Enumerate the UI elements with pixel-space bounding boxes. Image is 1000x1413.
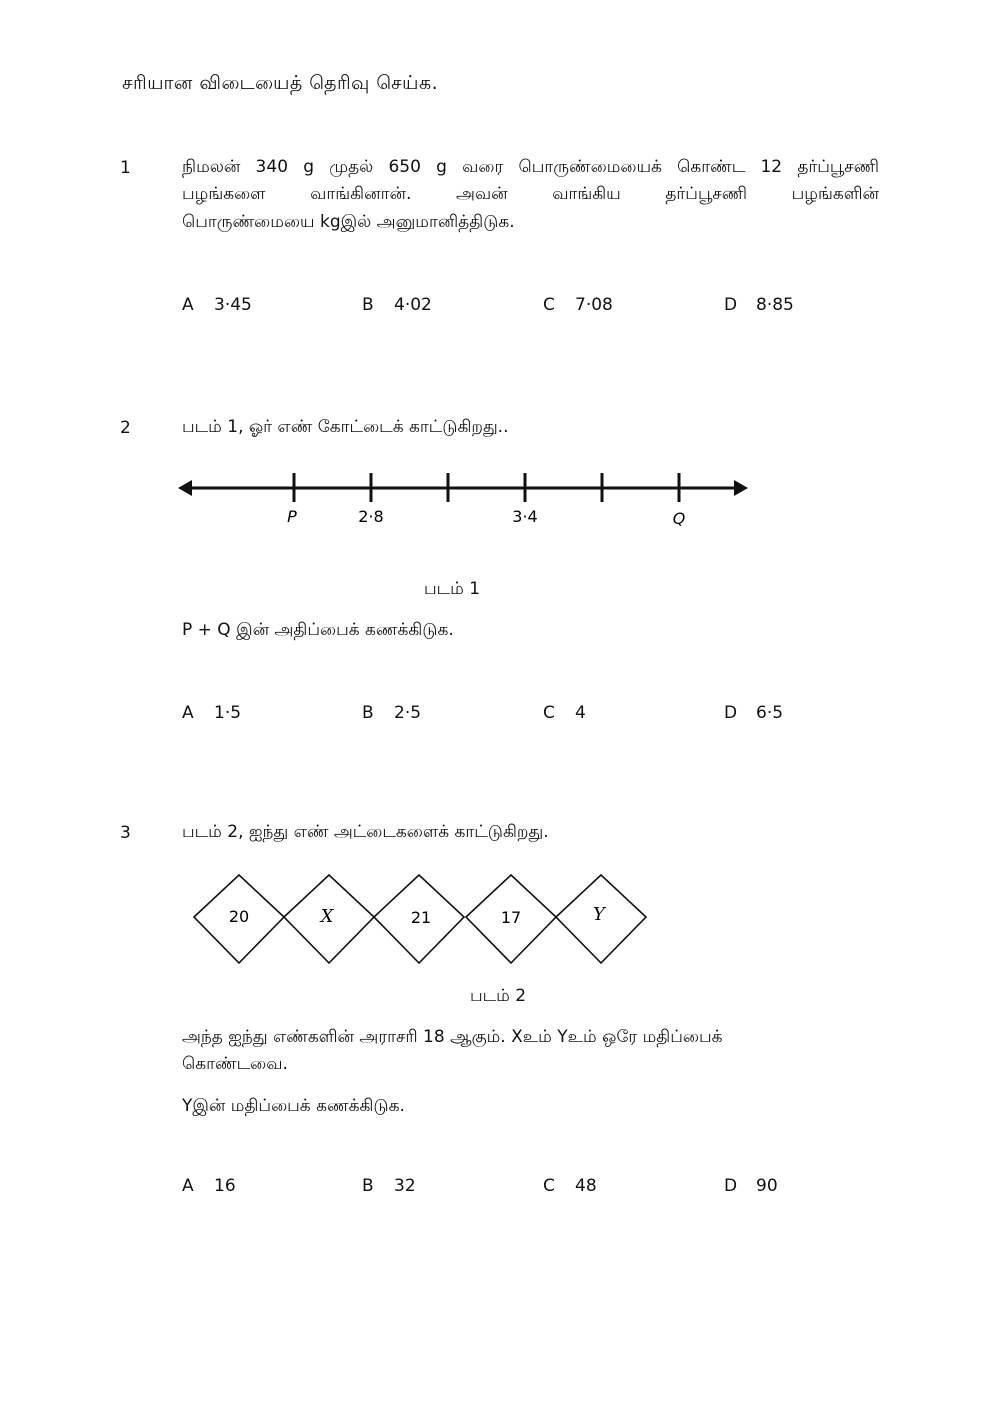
question-1-option-c[interactable]: C 7·08 — [543, 295, 613, 315]
figure-2-caption: படம் 2 — [470, 986, 527, 1006]
question-3-option-a[interactable]: A 16 — [182, 1176, 236, 1196]
question-2-option-c[interactable]: C 4 — [543, 703, 586, 723]
question-2-number: 2 — [120, 418, 131, 438]
question-2-option-a[interactable]: A 1·5 — [182, 703, 242, 723]
question-2-option-b[interactable]: B 2·5 — [362, 703, 422, 723]
question-3-option-c[interactable]: C 48 — [543, 1176, 597, 1196]
card-value-17: 17 — [500, 908, 522, 927]
number-line-left-arrow — [178, 480, 192, 496]
question-1-option-a[interactable]: A 3·45 — [182, 295, 252, 315]
question-3-text-line-2: கொண்டவை. — [182, 1054, 288, 1074]
question-1-option-d[interactable]: D 8·85 — [724, 295, 794, 315]
figure-1-caption: படம் 1 — [424, 579, 481, 599]
card-value-21: 21 — [410, 908, 432, 927]
question-1-line-1: நிமலன் 340 g முதல் 650 g வரை பொருண்மையைக் கொண்ட 12 தர்ப்பூசணி — [182, 157, 879, 177]
question-1-option-b[interactable]: B 4·02 — [362, 295, 432, 315]
number-line-label-p: P — [287, 507, 297, 526]
instruction: சரியான விடையைத் தெரிவு செய்க. — [122, 72, 439, 94]
question-1-line-3: பொருண்மையை kgஇல் அனுமானித்திடுக. — [182, 212, 515, 232]
question-3-number: 3 — [120, 823, 131, 843]
question-2-option-d[interactable]: D 6·5 — [724, 703, 784, 723]
number-line-label-q: Q — [672, 509, 686, 528]
card-value-y: Y — [593, 904, 605, 925]
question-1-number: 1 — [120, 158, 131, 178]
question-3-prompt: படம் 2, ஐந்து எண் அட்டைகளைக் காட்டுகிறது. — [182, 822, 549, 842]
question-3-option-d[interactable]: D 90 — [724, 1176, 778, 1196]
question-2-question: P + Q இன் அதிப்பைக் கணக்கிடுக. — [182, 620, 454, 640]
question-3-question: Yஇன் மதிப்பைக் கணக்கிடுக. — [182, 1096, 405, 1116]
number-line-label-3-4: 3·4 — [512, 507, 538, 526]
card-value-20: 20 — [228, 907, 250, 926]
question-1-line-2: பழங்களை வாங்கினான். அவன் வாங்கிய தர்ப்பூசணி பழங்களின் — [182, 184, 879, 204]
question-3-option-b[interactable]: B 32 — [362, 1176, 416, 1196]
number-line-label-2-8: 2·8 — [358, 507, 384, 526]
question-3-text-line-1: அந்த ஐந்து எண்களின் அராசரி 18 ஆகும். Xஉம் Yஉம் ஒரே மதிப்பைக் — [182, 1027, 723, 1047]
question-2-prompt: படம் 1, ஓர் எண் கோட்டைக் காட்டுகிறது.. — [182, 417, 509, 437]
number-line-figure — [170, 465, 760, 535]
number-line-right-arrow — [734, 480, 748, 496]
number-cards-figure — [190, 872, 655, 970]
card-value-x: X — [320, 906, 334, 927]
